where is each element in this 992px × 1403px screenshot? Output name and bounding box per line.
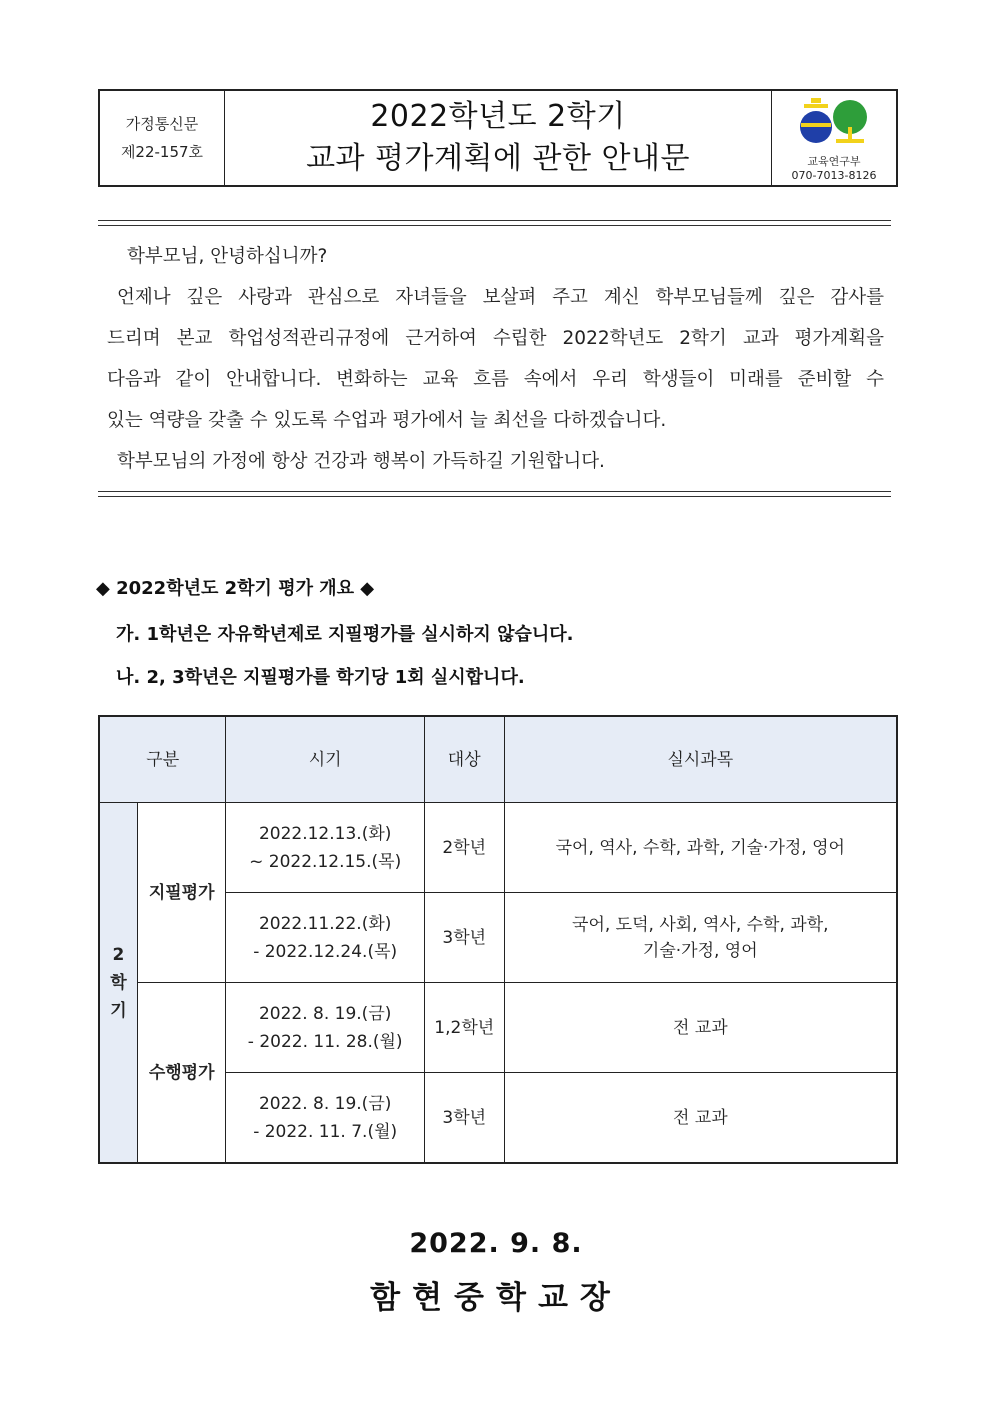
table-row — [99, 983, 897, 1073]
semester-label: 2 학 기 — [110, 944, 127, 1021]
period-cell — [226, 803, 424, 893]
overview-title: ◆ 2022학년도 2학기 평가 개요 ◆ — [96, 578, 375, 599]
period-start: 2022.12.13.(화) — [258, 823, 392, 844]
target-cell: 2학년 — [424, 803, 504, 893]
period-start: 2022. 8. 19.(금) — [258, 1003, 392, 1024]
header-box — [98, 89, 898, 187]
period-end: - 2022. 11. 7.(월) — [253, 1121, 398, 1142]
header-target: 대상 — [424, 716, 504, 803]
subjects-line: 국어, 도덕, 사회, 역사, 수학, 과학, — [572, 914, 829, 935]
schedule-table — [98, 715, 898, 1164]
page-title — [225, 91, 772, 185]
target-cell: 1,2학년 — [424, 983, 504, 1073]
subjects-line: 기술·가정, 영어 — [642, 940, 758, 961]
period-cell — [226, 983, 424, 1073]
subjects-cell — [504, 893, 897, 983]
subjects-cell — [504, 983, 897, 1073]
issue-date: 2022. 9. 8. — [409, 1228, 583, 1259]
school-logo-icon — [798, 97, 870, 149]
subjects-line: 국어, 역사, 수학, 과학, 기술·가정, 영어 — [555, 837, 845, 858]
period-cell — [226, 1073, 424, 1164]
letter-line: 있는 역량을 갖출 수 있도록 수업과 평가에서 늘 최선을 다하겠습니다. — [107, 410, 667, 431]
period-end: - 2022. 11. 28.(월) — [247, 1031, 403, 1052]
title-line1: 2022학년도 2학기 — [370, 99, 626, 134]
period-end: - 2022.12.24.(목) — [253, 941, 398, 962]
target-cell: 3학년 — [424, 1073, 504, 1164]
bottom-divider — [98, 491, 891, 497]
subjects-line: 전 교과 — [672, 1107, 728, 1128]
header-period: 시기 — [226, 716, 424, 803]
principal-signature: 함현중학교장 — [370, 1280, 622, 1316]
dept-phone: 070-7013-8126 — [791, 169, 877, 182]
table-header-row — [99, 716, 897, 803]
period-cell — [226, 893, 424, 983]
letter-line: 드리며 본교 학업성적관리규정에 근거하여 수립한 2022학년도 2학기 교과 평가계획을 — [107, 328, 884, 349]
overview-item-b: 나. 2, 3학년은 지필평가를 학기당 1회 실시합니다. — [116, 667, 525, 688]
doc-type: 가정통신문 — [125, 115, 199, 133]
greeting: 학부모님, 안녕하십니까? — [127, 246, 328, 267]
doc-number: 제22-157호 — [120, 143, 204, 161]
header-category: 구분 — [99, 716, 226, 803]
period-start: 2022. 8. 19.(금) — [258, 1093, 392, 1114]
period-end: ~ 2022.12.15.(목) — [249, 851, 402, 872]
title-line2: 교과 평가계획에 관한 안내문 — [306, 141, 690, 176]
written-exam-cell: 지필평가 — [137, 803, 226, 983]
table-row — [99, 803, 897, 893]
dept-name: 교육연구부 — [807, 155, 861, 168]
dept-info — [772, 91, 896, 185]
subjects-cell — [504, 803, 897, 893]
header-subjects: 실시과목 — [504, 716, 897, 803]
overview-item-a: 가. 1학년은 자유학년제로 지필평가를 실시하지 않습니다. — [116, 624, 574, 645]
letter-line: 언제나 깊은 사랑과 관심으로 자녀들을 보살펴 주고 계신 학부모님들께 깊은 감사를 — [117, 287, 884, 308]
subjects-line: 전 교과 — [672, 1017, 728, 1038]
target-cell: 3학년 — [424, 893, 504, 983]
top-divider — [98, 220, 891, 226]
performance-assessment-cell: 수행평가 — [137, 983, 226, 1164]
doc-info — [100, 91, 225, 185]
period-start: 2022.11.22.(화) — [258, 913, 392, 934]
closing: 학부모님의 가정에 항상 건강과 행복이 가득하길 기원합니다. — [117, 451, 605, 472]
subjects-cell — [504, 1073, 897, 1164]
letter-line: 다음과 같이 안내합니다. 변화하는 교육 흐름 속에서 우리 학생들이 미래를 준비할 수 — [107, 369, 884, 390]
letter-body — [107, 236, 884, 482]
semester-cell — [99, 803, 137, 1164]
